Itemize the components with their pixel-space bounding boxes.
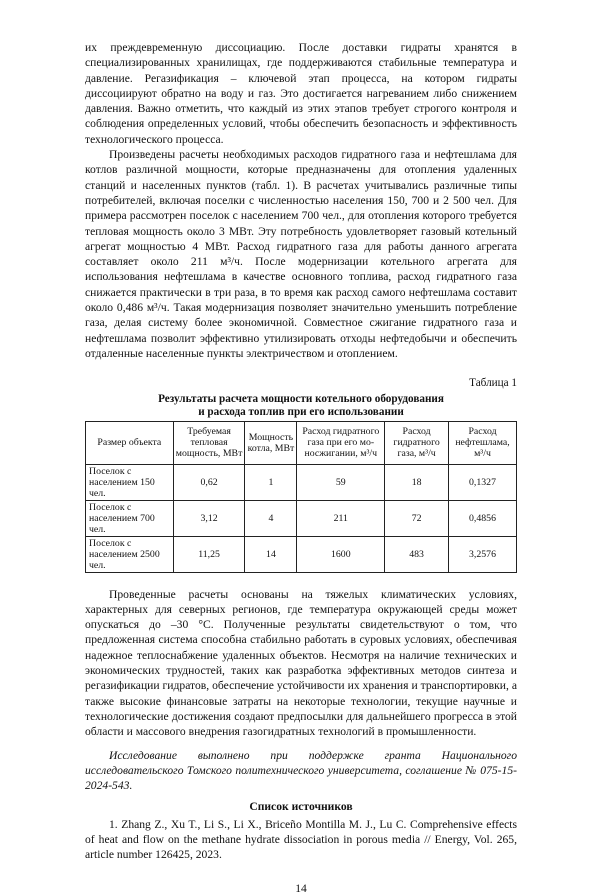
table-cell: 3,12 — [173, 500, 245, 536]
table-cell: Поселок с населением 150 чел. — [86, 464, 174, 500]
paragraph-2: Произведены расчеты необходимых расходов гидратного газа и нефтешлама для котлов различной мощности, которые предназначены для отопления удаленных станций и населенных пунктов (табл. 1). В расчетах учитывались различные типы потребителей, включая поселки с численностью населения 150, 700 и 2 500 чел. Для примера рассмотрен поселок с населением 700 чел., для отопления которого требуется тепловая мощность около 3 МВт. Эту потребность удовлетворяет газовый котельный агрегат мощностью 4 МВт. Расход гидратного газа для работы данного агрегата составляет около 211 м³/ч. После модернизации котельного агрегата для использования нефтешлама в качестве основного топлива, расход гидратного газа снижается практически в три раза, в то время как расход самого нефтешлама составит около 0,486 м³/ч. Такая модернизация позволяет значительно уменьшить потребление газа, делая систему более экономичной. Совместное сжигание гидратного газа и нефтешлама позволит эффективно утилизировать отходы нефтедобычи и обеспечить отдаленные населенные пункты электричеством и отоплением. — [85, 148, 517, 360]
table-cell: 18 — [385, 464, 449, 500]
table-row — [86, 500, 517, 536]
paragraph-3: Проведенные расчеты основаны на тяжелых климатических условиях, характерных для северных регионов, где температура окружающей среды может опускаться до –30 °С. Полученные результаты свидетельствуют о том, что предложенная система способна стабильно работать в суровых условиях, обеспечивая надежное теплоснабжение удаленных объектов. Несмотря на наличие технических и экономических трудностей, таких как разработка эффективных методов синтеза и регазификации гидратов, обеспечение устойчивости их хранения и транспортировки, а также высокие финансовые затраты на некоторые технологии, текущие научные и технологические достижения создают предпосылки для дальнейшего прогресса в этой области и массового внедрения газогидратных технологий в промышленности. — [85, 587, 517, 739]
table-title-line-2: и расхода топлив при его использовании — [198, 405, 404, 418]
table-row — [86, 464, 517, 500]
table-cell: 1600 — [297, 536, 385, 572]
table-cell: 211 — [297, 500, 385, 536]
header-required-power: Требуемая тепловая мощность, МВт — [173, 421, 245, 464]
table-row — [86, 536, 517, 572]
references-heading: Список источников — [249, 800, 353, 814]
table-header-row — [86, 421, 517, 464]
header-gas-flow: Расход гидратного газа, м³/ч — [385, 421, 449, 464]
page-number: 14 — [295, 881, 307, 895]
table-number: Таблица 1 — [469, 377, 517, 390]
header-object-size: Размер объекта — [86, 421, 174, 464]
results-table — [85, 421, 517, 573]
paragraph-1: их преждевременную диссоциацию. После доставки гидраты хранятся в специализированных хранилищах, где поддерживаются стабильные температура и давление. Регазификация – ключевой этап процесса, на котором гидраты диссоциируют обратно на воду и газ. Это достигается нагреванием либо снижением давления. Важно отметить, что каждый из этих этапов требует строгого контроля и соблюдения определенных условий, чтобы обеспечить безопасность и эффективность технологического процесса. — [85, 41, 517, 146]
acknowledgement: Исследование выполнено при поддержке гранта Национального исследовательского Томского политехнического университета, соглашение № 075-15-2024-543. — [85, 748, 517, 793]
header-gas-mono: Расход гидратного газа при его мо-носжигании, м³/ч — [297, 421, 385, 464]
table-cell: Поселок с населением 700 чел. — [86, 500, 174, 536]
header-boiler-power: Мощность котла, МВт — [245, 421, 297, 464]
table-cell: 0,4856 — [449, 500, 517, 536]
table-cell: 59 — [297, 464, 385, 500]
table-cell: 11,25 — [173, 536, 245, 572]
table-cell: 0,62 — [173, 464, 245, 500]
table-title-line-1: Результаты расчета мощности котельного оборудования — [158, 392, 444, 405]
header-sludge-flow: Расход нефтешлама, м³/ч — [449, 421, 517, 464]
table-cell: 72 — [385, 500, 449, 536]
table-title — [85, 393, 517, 419]
table-cell: 14 — [245, 536, 297, 572]
table-cell: 483 — [385, 536, 449, 572]
table-cell: Поселок с населением 2500 чел. — [86, 536, 174, 572]
document-page — [85, 40, 517, 896]
table-cell: 0,1327 — [449, 464, 517, 500]
table-cell: 1 — [245, 464, 297, 500]
reference-item: 1. Zhang Z., Xu T., Li S., Li X., Briceño Montilla M. J., Lu C. Comprehensive effects of heat and flow on the methane hydrate dissociation in porous media // Energy, Vol. 265, article number 126425, 2023. — [85, 817, 517, 862]
table-cell: 3,2576 — [449, 536, 517, 572]
table-cell: 4 — [245, 500, 297, 536]
